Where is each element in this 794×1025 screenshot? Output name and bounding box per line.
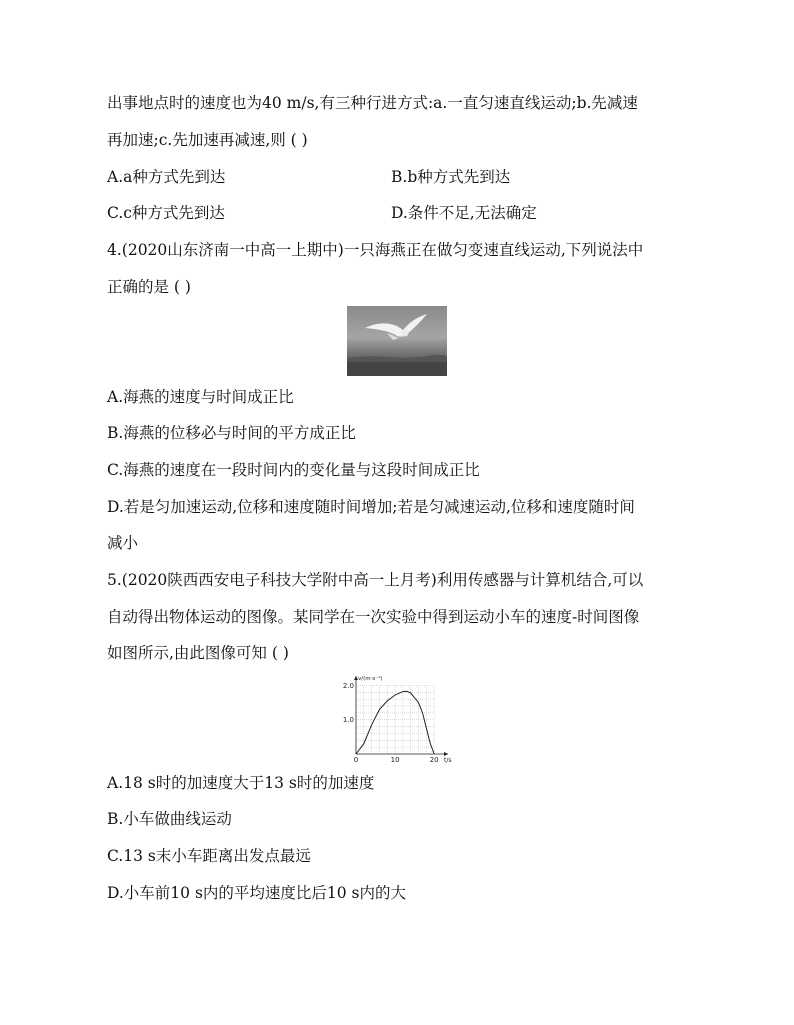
q3-stem-line-1: 出事地点时的速度也为40 m/s,有三种行进方式:a.一直匀速直线运动;b.先减速: [107, 94, 638, 112]
q5-option-c: C.13 s末小车距离出发点最远: [107, 847, 311, 865]
x-axis-label: t/s: [444, 757, 452, 764]
velocity-time-chart: [340, 674, 452, 766]
q5-option-a: A.18 s时的加速度大于13 s时的加速度: [107, 774, 375, 792]
x-tick-label: 0: [353, 756, 359, 764]
q4-stem-line-2: 正确的是 ( ): [107, 278, 191, 296]
x-tick-label: 10: [390, 756, 400, 764]
y-axis-label: v/(m·s⁻¹): [358, 676, 383, 682]
q3-option-a: A.a种方式先到达: [107, 168, 226, 186]
x-tick-label: 20: [429, 756, 439, 764]
chart-grid: [356, 685, 434, 754]
y-tick-label: 2.0: [342, 681, 354, 690]
q4-option-b: B.海燕的位移必与时间的平方成正比: [107, 424, 356, 442]
q4-option-d-line-1: D.若是匀加速运动,位移和速度随时间增加;若是匀减速运动,位移和速度随时间: [107, 498, 635, 516]
q5-stem-line-2: 自动得出物体运动的图像。某同学在一次实验中得到运动小车的速度-时间图像: [107, 608, 640, 626]
q4-option-c: C.海燕的速度在一段时间内的变化量与这段时间成正比: [107, 461, 480, 479]
q4-option-a: A.海燕的速度与时间成正比: [107, 388, 294, 406]
q4-stem-line-1: 4.(2020山东济南一中高一上期中)一只海燕正在做匀变速直线运动,下列说法中: [107, 241, 644, 259]
q5-stem-line-3: 如图所示,由此图像可知 ( ): [107, 644, 289, 662]
seagull-icon: [365, 314, 427, 340]
q4-option-d-line-2: 减小: [107, 534, 139, 552]
q3-option-d: D.条件不足,无法确定: [391, 204, 537, 222]
seagull-photo: [347, 306, 447, 376]
y-tick-label: 1.0: [342, 716, 354, 725]
velocity-curve: [356, 691, 434, 754]
q3-option-b: B.b种方式先到达: [391, 168, 511, 186]
x-axis-arrow: [444, 752, 448, 756]
q3-option-c: C.c种方式先到达: [107, 204, 225, 222]
q5-option-b: B.小车做曲线运动: [107, 810, 232, 828]
q5-option-d: D.小车前10 s内的平均速度比后10 s内的大: [107, 884, 407, 902]
q3-option-row-2: [107, 202, 537, 224]
q3-option-row-1: [107, 166, 511, 188]
chart-axes: [354, 676, 448, 756]
q5-stem-line-1: 5.(2020陕西西安电子科技大学附中高一上月考)利用传感器与计算机结合,可以: [107, 571, 644, 589]
q3-stem-line-2: 再加速;c.先加速再减速,则 ( ): [107, 131, 308, 149]
